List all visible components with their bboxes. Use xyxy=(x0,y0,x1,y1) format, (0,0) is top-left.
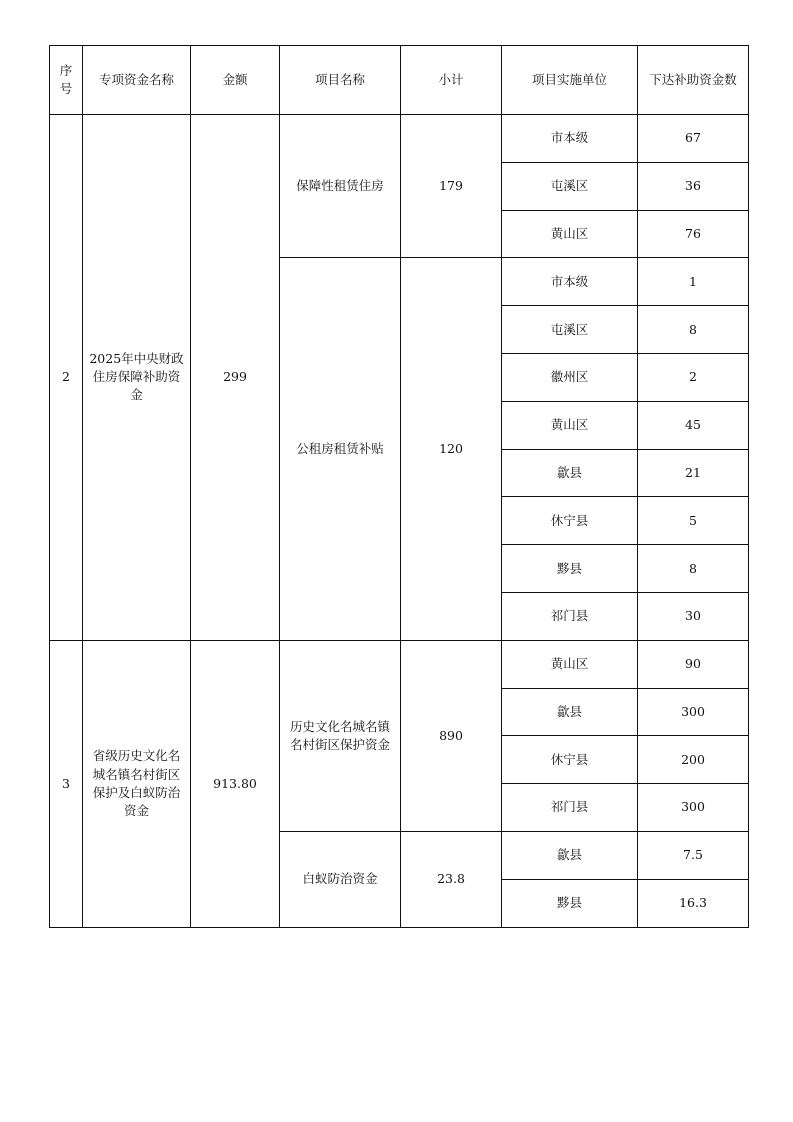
header-seq: 序号 xyxy=(50,46,83,115)
unit-name: 歙县 xyxy=(502,449,638,497)
unit-name: 祁门县 xyxy=(502,592,638,640)
funding-table xyxy=(49,45,749,928)
unit-value: 21 xyxy=(638,449,749,497)
unit-value: 67 xyxy=(638,115,749,163)
group-seq: 2 xyxy=(50,115,83,641)
project-subtotal: 120 xyxy=(401,258,502,640)
unit-value: 300 xyxy=(638,784,749,832)
unit-value: 45 xyxy=(638,401,749,449)
unit-name: 黄山区 xyxy=(502,210,638,258)
group-seq: 3 xyxy=(50,640,83,927)
unit-name: 祁门县 xyxy=(502,784,638,832)
unit-value: 8 xyxy=(638,306,749,354)
unit-name: 休宁县 xyxy=(502,497,638,545)
header-project-name: 项目名称 xyxy=(280,46,401,115)
header-unit: 项目实施单位 xyxy=(502,46,638,115)
unit-name: 市本级 xyxy=(502,115,638,163)
unit-value: 76 xyxy=(638,210,749,258)
table-row xyxy=(50,640,749,688)
header-row xyxy=(50,46,749,115)
unit-value: 36 xyxy=(638,162,749,210)
header-fund-name: 专项资金名称 xyxy=(83,46,191,115)
unit-name: 市本级 xyxy=(502,258,638,306)
group-fund-name: 省级历史文化名城名镇名村街区保护及白蚁防治资金 xyxy=(83,640,191,927)
unit-value: 8 xyxy=(638,545,749,593)
unit-value: 300 xyxy=(638,688,749,736)
unit-value: 2 xyxy=(638,353,749,401)
header-allocated: 下达补助资金数 xyxy=(638,46,749,115)
table-row xyxy=(50,115,749,163)
unit-value: 7.5 xyxy=(638,831,749,879)
project-name: 公租房租赁补贴 xyxy=(280,258,401,640)
unit-name: 屯溪区 xyxy=(502,162,638,210)
unit-name: 屯溪区 xyxy=(502,306,638,354)
unit-name: 休宁县 xyxy=(502,736,638,784)
unit-value: 16.3 xyxy=(638,879,749,927)
unit-name: 歙县 xyxy=(502,688,638,736)
unit-name: 徽州区 xyxy=(502,353,638,401)
unit-name: 黟县 xyxy=(502,879,638,927)
unit-value: 5 xyxy=(638,497,749,545)
unit-name: 黟县 xyxy=(502,545,638,593)
unit-value: 30 xyxy=(638,592,749,640)
unit-name: 黄山区 xyxy=(502,401,638,449)
project-subtotal: 890 xyxy=(401,640,502,831)
group-fund-name: 2025年中央财政住房保障补助资金 xyxy=(83,115,191,641)
group-amount: 913.80 xyxy=(191,640,280,927)
unit-name: 歙县 xyxy=(502,831,638,879)
project-name: 保障性租赁住房 xyxy=(280,115,401,258)
project-subtotal: 179 xyxy=(401,115,502,258)
project-name: 白蚁防治资金 xyxy=(280,831,401,927)
header-subtotal: 小计 xyxy=(401,46,502,115)
unit-value: 1 xyxy=(638,258,749,306)
unit-name: 黄山区 xyxy=(502,640,638,688)
project-subtotal: 23.8 xyxy=(401,831,502,927)
project-name: 历史文化名城名镇名村街区保护资金 xyxy=(280,640,401,831)
unit-value: 200 xyxy=(638,736,749,784)
group-amount: 299 xyxy=(191,115,280,641)
header-amount: 金额 xyxy=(191,46,280,115)
unit-value: 90 xyxy=(638,640,749,688)
